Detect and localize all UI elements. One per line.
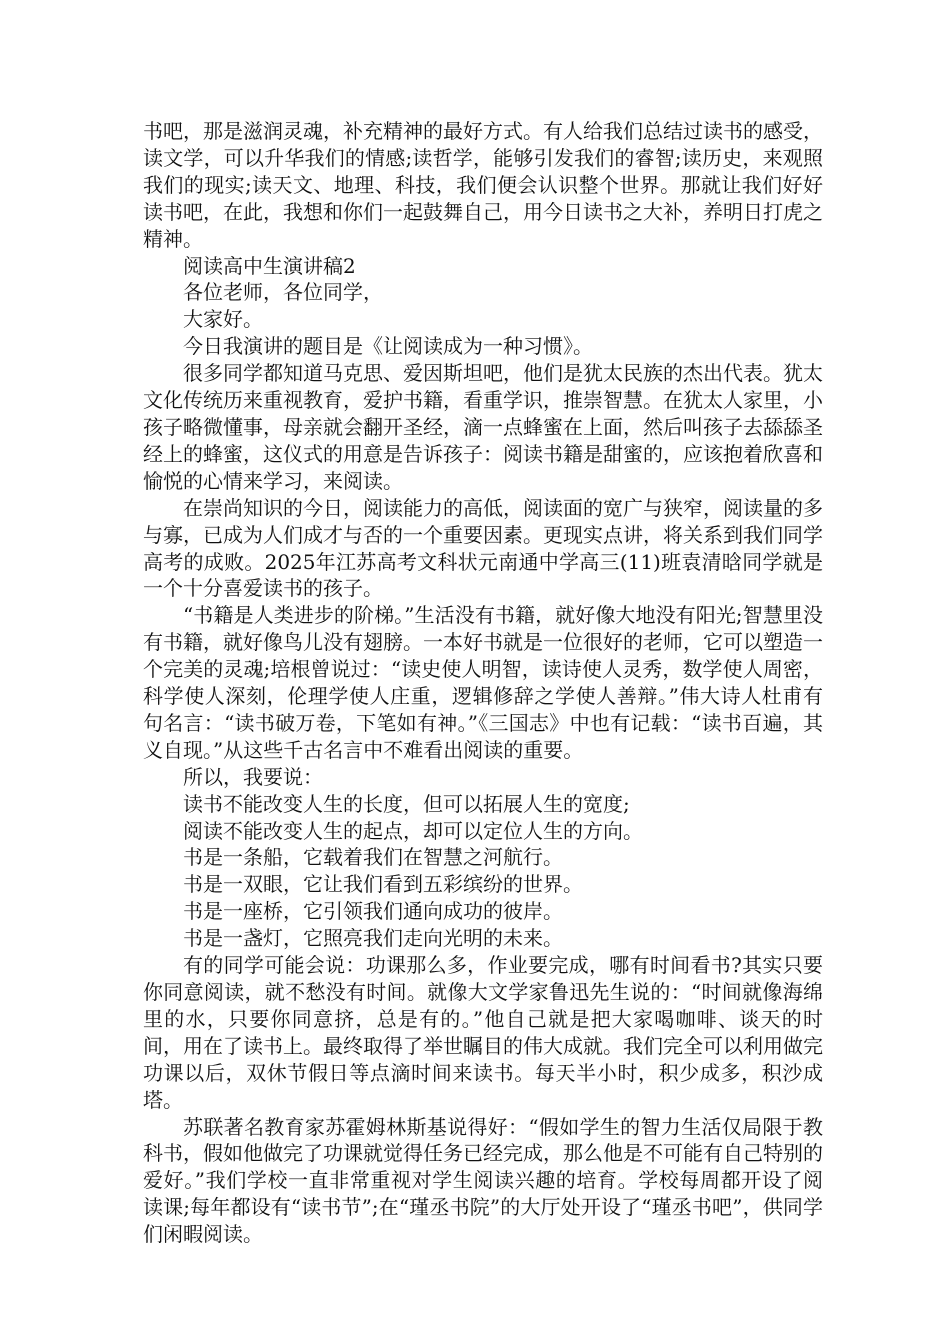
section-title: 阅读高中生演讲稿2 [183,253,356,278]
paragraph: 书是一条船，它载着我们在智慧之河航行。 [183,845,563,870]
paragraph: 在崇尚知识的今日，阅读能力的高低，阅读面的宽广与狭窄，阅读量的多与寡，已成为人们成才与否的一个重要因素。更现实点讲，将关系到我们同学高考的成败。2025年江苏高考文科状元南通中学高三(11)班袁清晗同学就是一个十分喜爱读书的孩子。 [143,495,823,601]
paragraph: 很多同学都知道马克思、爱因斯坦吧，他们是犹太民族的杰出代表。犹太文化传统历来重视教育，爱护书籍，看重学识，推崇智慧。在犹太人家里，小孩子略微懂事，母亲就会翻开圣经，滴一点蜂蜜在上面，然后叫孩子去舔舔圣经上的蜂蜜，这仪式的用意是告诉孩子：阅读书籍是甜蜜的，应该抱着欣喜和愉悦的心情来学习，来阅读。 [143,361,823,493]
paragraph: 读书不能改变人生的长度，但可以拓展人生的宽度; [183,791,630,816]
paragraph: 有的同学可能会说：功课那么多，作业要完成，哪有时间看书?其实只要你同意阅读，就不愁没有时间。就像大文学家鲁迅先生说的：“时间就像海绵里的水，只要你同意挤，总是有的。”他自己就是把大家喝咖啡、谈天的时间，用在了读书上。最终取得了举世瞩目的伟大成就。我们完全可以利用做完功课以后，双休节假日等点滴时间来读书。每天半小时，积少成多，积沙成塔。 [143,953,823,1112]
paragraph: 苏联著名教育家苏霍姆林斯基说得好：“假如学生的智力生活仅局限于教科书，假如他做完了功课就觉得任务已经完成，那么他是不可能有自己特别的爱好。”我们学校一直非常重视对学生阅读兴趣的培育。学校每周都开设了阅读课;每年都设有“读书节”;在“瑾丞书院”的大厅处开设了“瑾丞书吧”，供同学们闲暇阅读。 [143,1114,823,1247]
paragraph: 所以，我要说： [183,764,323,789]
salutation: 各位老师，各位同学， [183,280,383,305]
paragraph: “书籍是人类进步的阶梯。”生活没有书籍，就好像大地没有阳光;智慧里没有书籍，就好像鸟儿没有翅膀。一本好书就是一位很好的老师，它可以塑造一个完美的灵魂;培根曾说过：“读史使人明智，读诗使人灵秀，数学使人周密，科学使人深刻，伦理学使人庄重，逻辑修辞之学使人善辩。”伟大诗人杜甫有句名言：“读书破万卷，下笔如有神。”《三国志》中也有记载：“读书百遍，其义自现。”从这些千古名言中不难看出阅读的重要。 [143,603,823,762]
greeting: 大家好。 [183,307,263,332]
paragraph: 书吧，那是滋润灵魂，补充精神的最好方式。有人给我们总结过读书的感受，读文学，可以升华我们的情感;读哲学，能够引发我们的睿智;读历史，来观照我们的现实;读天文、地理、科技，我们便会认识整个世界。那就让我们好好读书吧，在此，我想和你们一起鼓舞自己，用今日读书之大补，养明日打虎之精神。 [143,119,823,251]
paragraph: 书是一双眼，它让我们看到五彩缤纷的世界。 [183,872,583,897]
document-body [143,118,823,1248]
paragraph: 书是一座桥，它引领我们通向成功的彼岸。 [183,899,563,924]
paragraph: 阅读不能改变人生的起点，却可以定位人生的方向。 [183,818,643,843]
paragraph: 书是一盏灯，它照亮我们走向光明的未来。 [183,926,563,951]
speech-topic: 今日我演讲的题目是《让阅读成为一种习惯》。 [183,334,593,359]
